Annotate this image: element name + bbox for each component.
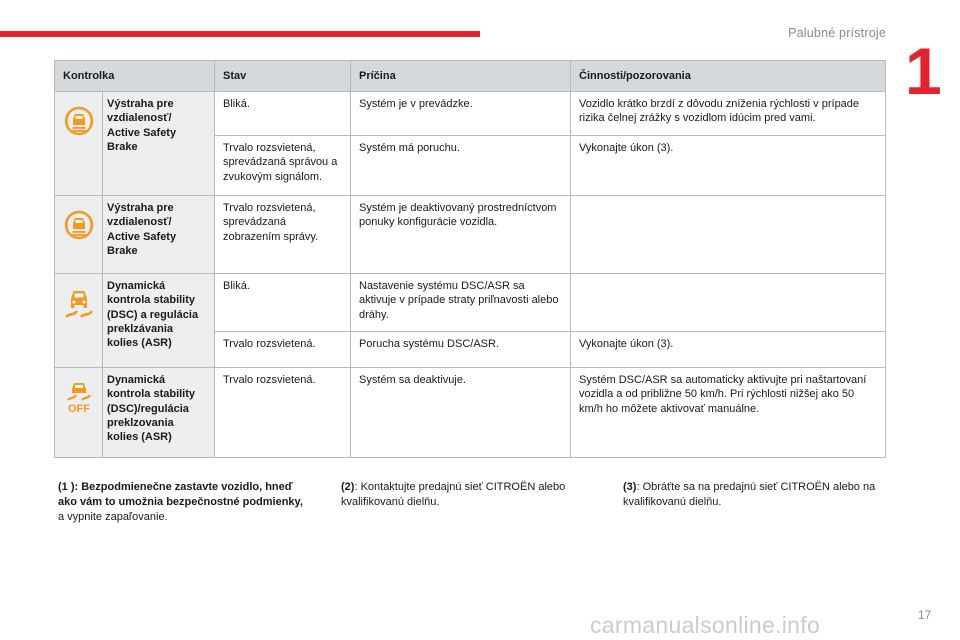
icon-cell: [55, 274, 103, 368]
cause-cell: Systém má poruchu.: [351, 136, 571, 196]
footnote-3: [623, 480, 883, 510]
indicator-table: [54, 60, 886, 458]
footnote-label: (1 ): [58, 481, 75, 493]
header-accent-bar: [0, 31, 480, 37]
section-title: Palubné prístroje: [788, 26, 886, 40]
footnote-2: [341, 480, 601, 510]
cause-cell: Systém je v prevádzke.: [351, 92, 571, 136]
cause-cell: Systém je deaktivovaný prostredníctvom ponuky konfigurácie vozidla.: [351, 196, 571, 274]
footnote-bold-text: : Bezpodmienečne zastavte vozidlo, hneď ako vám to umožnia bezpečnostné podmienky,: [58, 481, 303, 508]
indicator-name: Výstraha pre vzdialenosť/ Active Safety Brake: [103, 92, 215, 196]
icon-cell: [55, 368, 103, 458]
cause-cell: Systém sa deaktivuje.: [351, 368, 571, 458]
table-row: [55, 196, 886, 274]
state-cell: Bliká.: [215, 92, 351, 136]
action-cell: [571, 274, 886, 332]
action-cell: Vykonajte úkon (3).: [571, 332, 886, 368]
indicator-name: Výstraha pre vzdialenosť/ Active Safety Brake: [103, 196, 215, 274]
footnote-text: : Kontaktujte predajnú sieť CITROËN alebo kvalifikovanú dielňu.: [341, 481, 566, 508]
distance-alert-icon: [62, 104, 96, 138]
cause-cell: Nastavenie systému DSC/ASR sa aktivuje v prípade straty priľnavosti alebo dráhy.: [351, 274, 571, 332]
skidding-car-icon: [62, 286, 96, 320]
state-cell: Trvalo rozsvietená.: [215, 332, 351, 368]
footnote-label: (3): [623, 481, 637, 493]
icon-cell: [55, 92, 103, 196]
table-header-row: [55, 61, 886, 92]
action-cell: Systém DSC/ASR sa automaticky aktivujte pri naštartovaní vozidla a od približne 50 km/h. Pri rýchlosti nižšej ako 50 km/h ho môžete aktivovať manuálne.: [571, 368, 886, 458]
header-action: Činnosti/pozorovania: [571, 61, 886, 92]
table-row: [55, 368, 886, 458]
state-cell: Bliká.: [215, 274, 351, 332]
chapter-number: 1: [905, 34, 942, 108]
footnote-text: a vypnite zapaľovanie.: [58, 510, 168, 523]
header-state: Stav: [215, 61, 351, 92]
action-cell: Vozidlo krátko brzdí z dôvodu zníženia rýchlosti v prípade rizika čelnej zrážky s vozidlom idúcim pred vami.: [571, 92, 886, 136]
cause-cell: Porucha systému DSC/ASR.: [351, 332, 571, 368]
footnote-label: (2): [341, 481, 355, 493]
watermark: carmanualsonline.info: [590, 612, 821, 638]
page-number: 17: [918, 608, 932, 622]
state-cell: Trvalo rozsvietená.: [215, 368, 351, 458]
distance-alert-off-icon: [62, 208, 96, 242]
header-indicator: Kontrolka: [55, 61, 215, 92]
footnote-text: : Obráťte sa na predajnú sieť CITROËN alebo na kvalifikovanú dielňu.: [623, 481, 876, 508]
action-cell: Vykonajte úkon (3).: [571, 136, 886, 196]
header-cause: Príčina: [351, 61, 571, 92]
state-cell: Trvalo rozsvietená, sprevádzaná správou a zvukovým signálom.: [215, 136, 351, 196]
table-row: [55, 92, 886, 136]
action-cell: [571, 196, 886, 274]
icon-cell: [55, 196, 103, 274]
indicator-name: Dynamická kontrola stability (DSC)/regulácia preklzovania kolies (ASR): [103, 368, 215, 458]
off-label: OFF: [67, 403, 90, 414]
skidding-car-off-icon: [62, 380, 96, 414]
indicator-name: Dynamická kontrola stability (DSC) a regulácia preklzávania kolies (ASR): [103, 274, 215, 368]
table-row: [55, 274, 886, 332]
footnote-1: [58, 480, 308, 525]
state-cell: Trvalo rozsvietená, sprevádzaná zobrazením správy.: [215, 196, 351, 274]
